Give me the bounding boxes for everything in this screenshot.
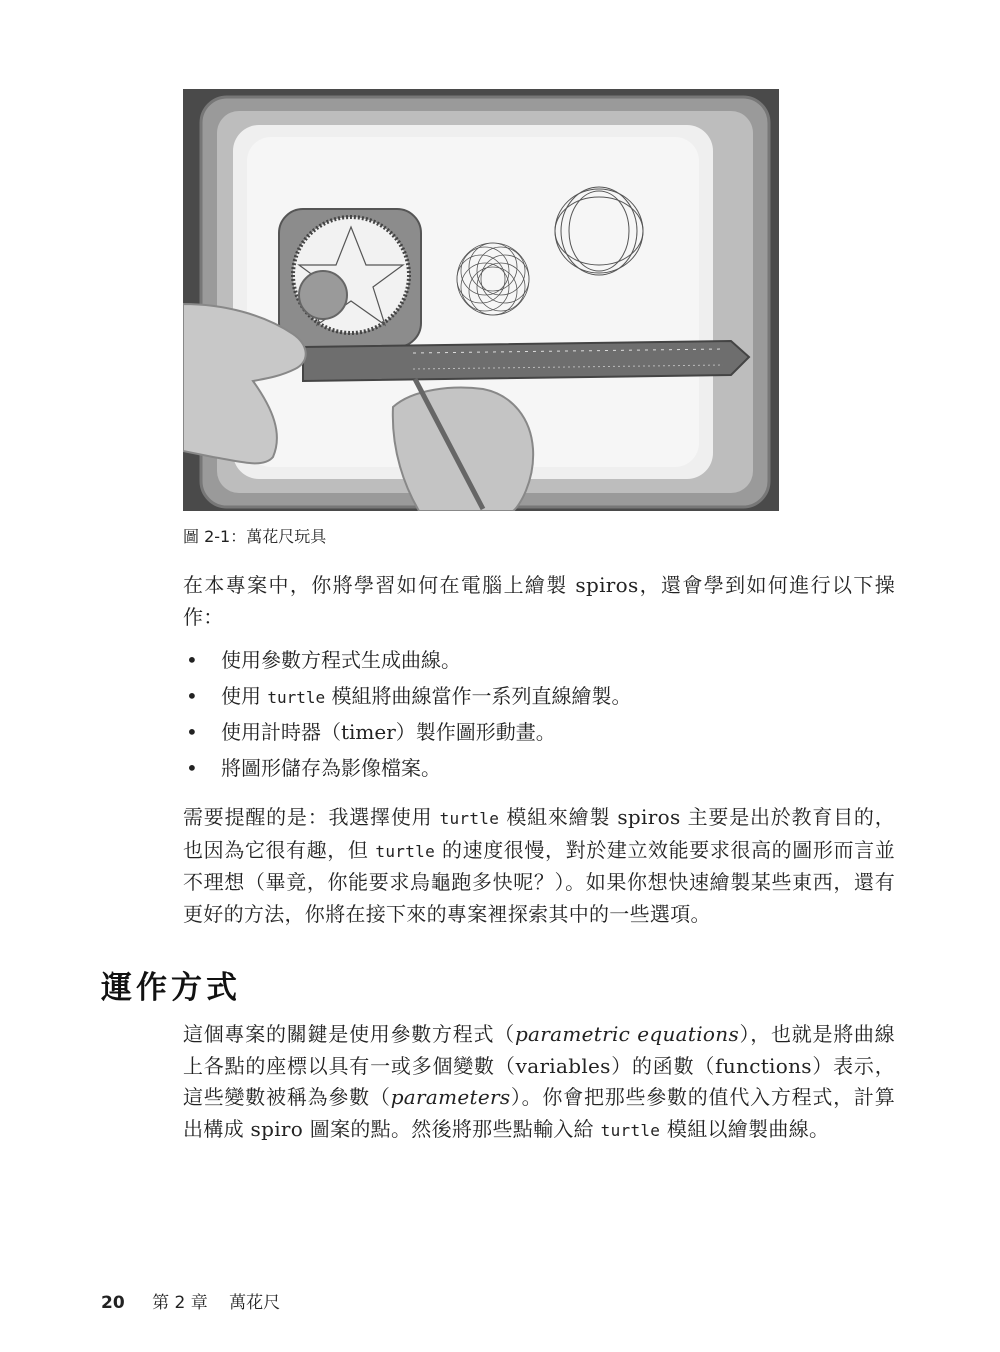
page-number: 20 — [101, 1293, 125, 1313]
note-text: 的速度很慢，對於建立效能要求很高的圖形而言並不理想（畢竟，你能要求烏龜跑多快呢？）。如果你想快速繪製某些東西，還有更好的方法，你將在接下來的專案裡探索其中的一些選項。 — [183, 837, 896, 926]
list-item — [183, 716, 895, 752]
list-item-text: 模組將曲線當作一系列直線繪製。 — [325, 684, 632, 708]
section-text: 模組以繪製曲線。 — [660, 1116, 830, 1141]
inline-code: turtle — [267, 688, 326, 707]
list-item-text: 使用 — [221, 684, 268, 708]
section-heading: 運作方式 — [101, 970, 241, 1006]
chapter-title: 萬花尺 — [229, 1293, 281, 1313]
note-text: 需要提醒的是：我選擇使用 — [183, 805, 440, 829]
figure-caption: 圖 2-1：萬花尺玩具 — [183, 527, 327, 546]
list-item — [183, 644, 895, 680]
section-text: ）。你會把那些參數的值代入方程式，計算出構成 spiro 圖案的點。然後將那些點輸入給 — [183, 1085, 896, 1141]
section-paragraph — [183, 1019, 895, 1146]
chapter-label: 第 2 章 — [152, 1293, 208, 1313]
spirograph-photo — [183, 89, 779, 511]
list-item-text: 使用計時器（timer）製作圖形動畫。 — [221, 720, 556, 744]
page-footer — [101, 1288, 280, 1313]
bullet-icon: • — [186, 648, 198, 672]
bullet-icon: • — [186, 756, 198, 780]
inline-code: turtle — [600, 1120, 661, 1140]
emphasis-text: parametric equations — [514, 1022, 740, 1046]
inline-code: turtle — [375, 841, 436, 861]
note-text: 模組來繪製 spiros 主要是出於教育目的，也因為它很有趣，但 — [183, 805, 895, 862]
intro-paragraph: 在本專案中，你將學習如何在電腦上繪製 spiros，還會學到如何進行以下操作： — [183, 573, 895, 629]
list-item-text: 將圖形儲存為影像檔案。 — [221, 756, 441, 780]
note-paragraph — [183, 802, 895, 930]
list-item-text: 使用參數方程式生成曲線。 — [221, 648, 461, 672]
inline-code: turtle — [439, 809, 500, 828]
bullet-icon: • — [186, 720, 198, 744]
section-text: 這個專案的關鍵是使用參數方程式（ — [183, 1022, 515, 1046]
bullet-list — [183, 644, 895, 788]
emphasis-text: parameters — [390, 1085, 511, 1109]
list-item — [183, 680, 895, 716]
bullet-icon: • — [186, 684, 198, 708]
section-text: ），也就是將曲線上各點的座標以具有一或多個變數（variables）的函數（functions）表示，這些變數被稱為參數（ — [183, 1022, 895, 1109]
list-item — [183, 752, 895, 788]
